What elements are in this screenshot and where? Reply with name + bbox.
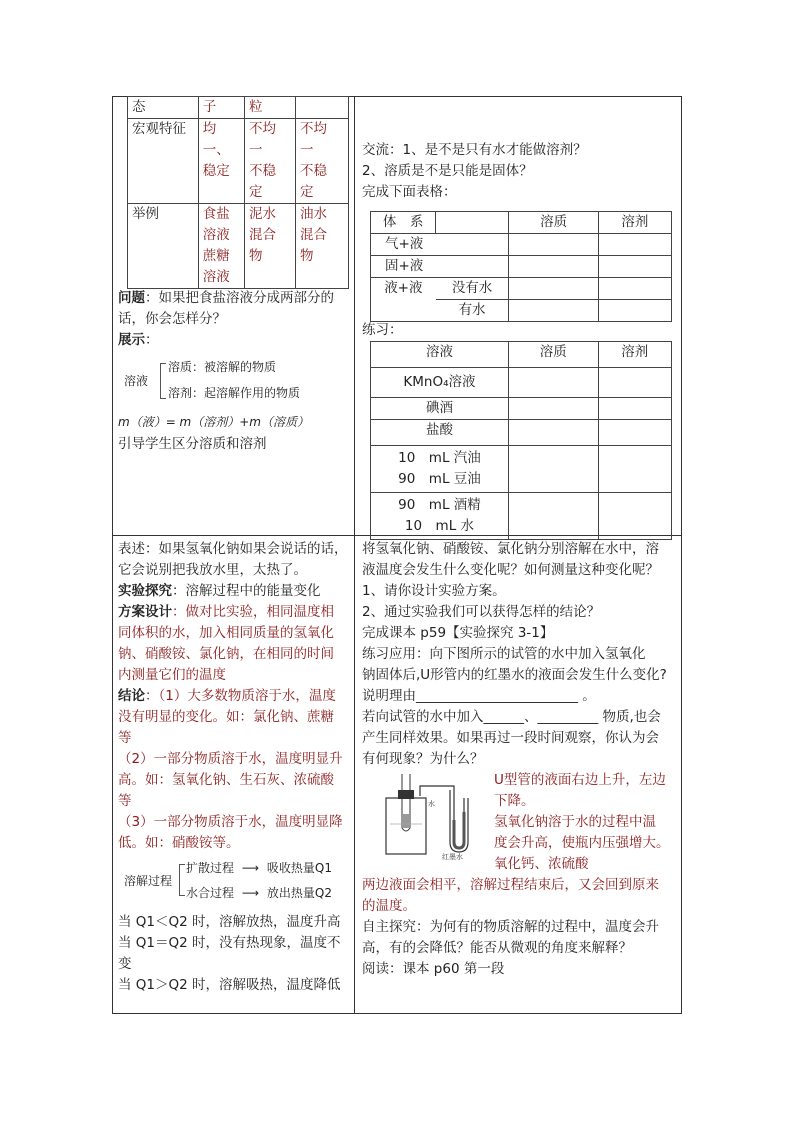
table-cell [198,204,244,289]
conclusion-1b: 没有明显的变化。如：氯化钠、蔗糖 [118,709,334,725]
plan-label: 方案设计 [118,604,172,620]
connect-tube-icon [420,786,454,842]
table-cell [509,256,598,278]
complete-instruction: 完成下面表格： [362,184,457,200]
question-text: ：如果把食盐溶液分成两部分的 [145,290,334,306]
conclusion-line [118,686,336,706]
table-header: 溶液 [371,342,509,368]
guide-text: 引导学生区分溶质和溶剂 [118,436,267,452]
diagram-solvent: 溶剂：起溶解作用的物质 [168,386,301,400]
row-sublabel: 没有水 [436,278,509,300]
br-line-6: 练习应用：向下图所示的试管的水中加入氢氧化 [362,646,646,662]
conclusion-2c: 等 [118,793,132,809]
table-cell [509,278,598,300]
arrow-right-icon: ⟶ [241,886,260,900]
conclusion-3b: 低。如：硝酸铵等。 [118,835,240,851]
conclusion-1c: 等 [118,730,132,746]
table-header: 体 系 [371,212,436,234]
red-ink-label: 红墨水 [442,853,463,860]
table-cell: 态 [128,97,199,119]
cell-text: 油水 [300,206,328,222]
table-cell [598,446,672,493]
table-cell [598,256,671,278]
cell-text: 混合 [249,227,277,243]
table-cell [508,446,598,493]
comparison-table [127,96,349,289]
answer-3: 氢氧化钠溶于水的过程中温 [494,814,656,830]
cell-text: 泥水 [249,206,277,222]
cell-text: 定 [249,184,263,200]
mass-formula: m（液）= m（溶剂）+m（溶质） [118,415,309,429]
hydrate-label: 水合过程 [186,886,235,900]
diffuse-label: 扩散过程 [186,861,235,875]
row-label: 气+液 [371,234,509,256]
table-cell [508,398,598,420]
table-cell [245,204,296,289]
table-cell [508,368,598,398]
experiment-text: ：溶解过程中的能量变化 [172,583,321,599]
u-tube-apparatus-figure [380,768,490,860]
row-label [371,446,509,493]
table-cell [598,420,672,446]
br-line-8: 说明理由________________________ 。 [362,688,596,704]
intro-line-2: 它会说别把我放水里，太热了。 [118,562,307,578]
intro-line-1: 表述：如果氢氧化钠如果会说话的话， [118,541,348,557]
br-line-4: 2、通过实验我们可以获得怎样的结论？ [362,604,601,620]
cell-text: 一 [300,142,314,158]
br-line-13: 高，有的会降低？能否从微观的角度来解释？ [362,940,632,956]
diagram-diffuse [186,858,332,878]
cell-text: 均一、 [202,121,230,158]
show-colon: ： [145,332,159,348]
cell-text: 不均 [249,121,277,137]
show-label: 展示 [118,332,145,348]
frame-bottom [112,1013,682,1014]
absorb-label: 吸收热量Q1 [266,861,332,875]
answer-7: 的温度。 [362,898,416,914]
row-label-macro [128,119,199,204]
cell-text: 溶液 [202,269,230,285]
water-icon [402,814,410,828]
table-header: 溶质 [509,212,598,234]
experiment-line [118,581,321,601]
cell-text: 混合 [300,227,328,243]
row-label: 固+液 [371,256,509,278]
cell-text: 90 mL 豆油 [398,471,481,487]
table-cell [598,368,672,398]
plan-line [118,602,334,622]
cell-text: 蔗糖 [202,248,230,264]
table-cell [598,234,671,256]
water-label: 水 [428,800,435,808]
release-label: 放出热量Q2 [266,886,332,900]
answer-5: 氧化钙、浓硫酸 [494,856,589,872]
table-cell [296,119,349,204]
br-line-10: 产生同样效果。如果再过一段时间观察，你认为会 [362,730,659,746]
cell-text: 不稳 [249,163,277,179]
table-cell: 粒 [245,97,296,119]
row-label-example: 举例 [128,204,199,289]
conclusion-text: ：（1）大多数物质溶于水，温度 [145,688,336,704]
practice-table [370,341,672,540]
arrow-right-icon: ⟶ [241,861,260,875]
row-label [371,493,509,540]
cell-text: 不均 [300,121,328,137]
answer-6: 两边液面会相平，溶解过程结束后，又会回到原来 [362,877,659,893]
answer-4: 度会升高，使瓶内压强增大。 [494,835,670,851]
question-label: 问题 [118,290,145,306]
table-header: 溶质 [508,342,598,368]
frame-mid-vertical [354,96,355,1014]
table-cell [508,420,598,446]
plan-line-4: 内测量它们的温度 [118,667,226,683]
cell-text: 溶液 [202,227,230,243]
br-line-12: 自主探究：为何有的物质溶解的过程中，温度会升 [362,919,659,935]
exchange-1: 交流：1、是不是只有水才能做溶剂？ [362,142,587,158]
experiment-label: 实验探究 [118,583,172,599]
table-cell [598,300,671,322]
cell-text: 宏观特征 [132,121,186,137]
frame-right [681,96,682,1014]
diagram-root-dissolution: 溶解过程 [124,874,173,888]
table-cell [598,398,672,420]
cell-text: 一 [249,142,263,158]
table-header: 溶剂 [598,212,671,234]
plan-line-3: 钠、硝酸铵、氯化钠，在相同的时间 [118,646,334,662]
br-line-14: 阅读：课本 p60 第一段 [362,961,505,977]
cell-text: 物 [300,248,314,264]
brace-icon [160,363,166,399]
table-cell [198,119,244,204]
table-cell [508,493,598,540]
question-line [118,288,334,308]
cell-text: 90 mL 酒精 [398,497,481,513]
system-table [370,211,672,322]
red-ink-icon [454,812,464,848]
br-line-9: 若向试管的水中加入______、_________ 物质,也会 [362,709,661,725]
cell-text: 10 mL 汽油 [398,450,481,466]
cell-text: 食盐 [202,206,230,222]
table-cell: 子 [198,97,244,119]
table-cell [509,234,598,256]
plan-line-2: 同体积的水，加入相同质量的氢氧化 [118,625,334,641]
row-label: 碘酒 [371,398,509,420]
diagram-solute: 溶质：被溶解的物质 [168,360,277,374]
frame-left [112,96,113,1014]
brace-icon [179,864,185,896]
table-cell [598,278,671,300]
q-compare-2: 当 Q1＝Q2 时，没有热现象，温度不 [118,935,341,951]
cell-text: 物 [249,248,263,264]
table-cell [296,204,349,289]
answer-1: U型管的液面右边上升，左边 [494,772,666,788]
row-label: 液+液 [371,278,436,322]
q-compare-2b: 变 [118,956,132,972]
table-header [436,212,509,234]
conclusion-label: 结论 [118,688,145,704]
row-label: 盐酸 [371,420,509,446]
br-line-3: 1、请你设计实验方案。 [362,583,506,599]
question-line-2: 话，你会怎样分？ [118,311,226,327]
table-cell [509,300,598,322]
br-line-11: 有何现象？为什么？ [362,751,484,767]
conclusion-2a: （2）一部分物质溶于水，温度明显升 [118,751,343,767]
br-line-5: 完成课本 p59【实验探究 3-1】 [362,625,554,641]
br-line-7: 钠固体后,U形管内的红墨水的液面会发生什么变化? [362,667,667,683]
cell-text: 稳定 [202,163,230,179]
cell-text: 定 [300,184,314,200]
practice-label: 练习： [362,322,403,338]
cell-text: 10 mL 水 [404,518,475,534]
table-cell [245,119,296,204]
diagram-hydrate [186,883,332,903]
cell-text: 不稳 [300,163,328,179]
diagram-root-solution: 溶液 [124,374,149,388]
table-cell [598,493,672,540]
row-label: KMnO₄溶液 [371,368,509,398]
stopper-icon [398,790,414,799]
table-cell [296,97,349,119]
conclusion-2b: 高。如：氢氧化钠、生石灰、浓硫酸 [118,772,334,788]
br-line-2: 液温度会发生什么变化呢？如何测量这种变化呢？ [362,562,659,578]
plan-text: ：做对比实验，相同温度相 [172,604,334,620]
br-line-1: 将氢氧化钠、硝酸铵、氯化钠分别溶解在水中，溶 [362,541,659,557]
conclusion-3a: （3）一部分物质溶于水，温度明显降 [118,814,343,830]
q-compare-3: 当 Q1＞Q2 时，溶解吸热，温度降低 [118,977,341,993]
row-sublabel: 有水 [436,300,509,322]
table-header: 溶剂 [598,342,672,368]
exchange-2: 2、溶质是不是只能是固体？ [362,163,533,179]
show-line [118,330,159,350]
answer-2: 下降。 [494,793,535,809]
q-compare-1: 当 Q1＜Q2 时，溶解放热，温度升高 [118,914,341,930]
